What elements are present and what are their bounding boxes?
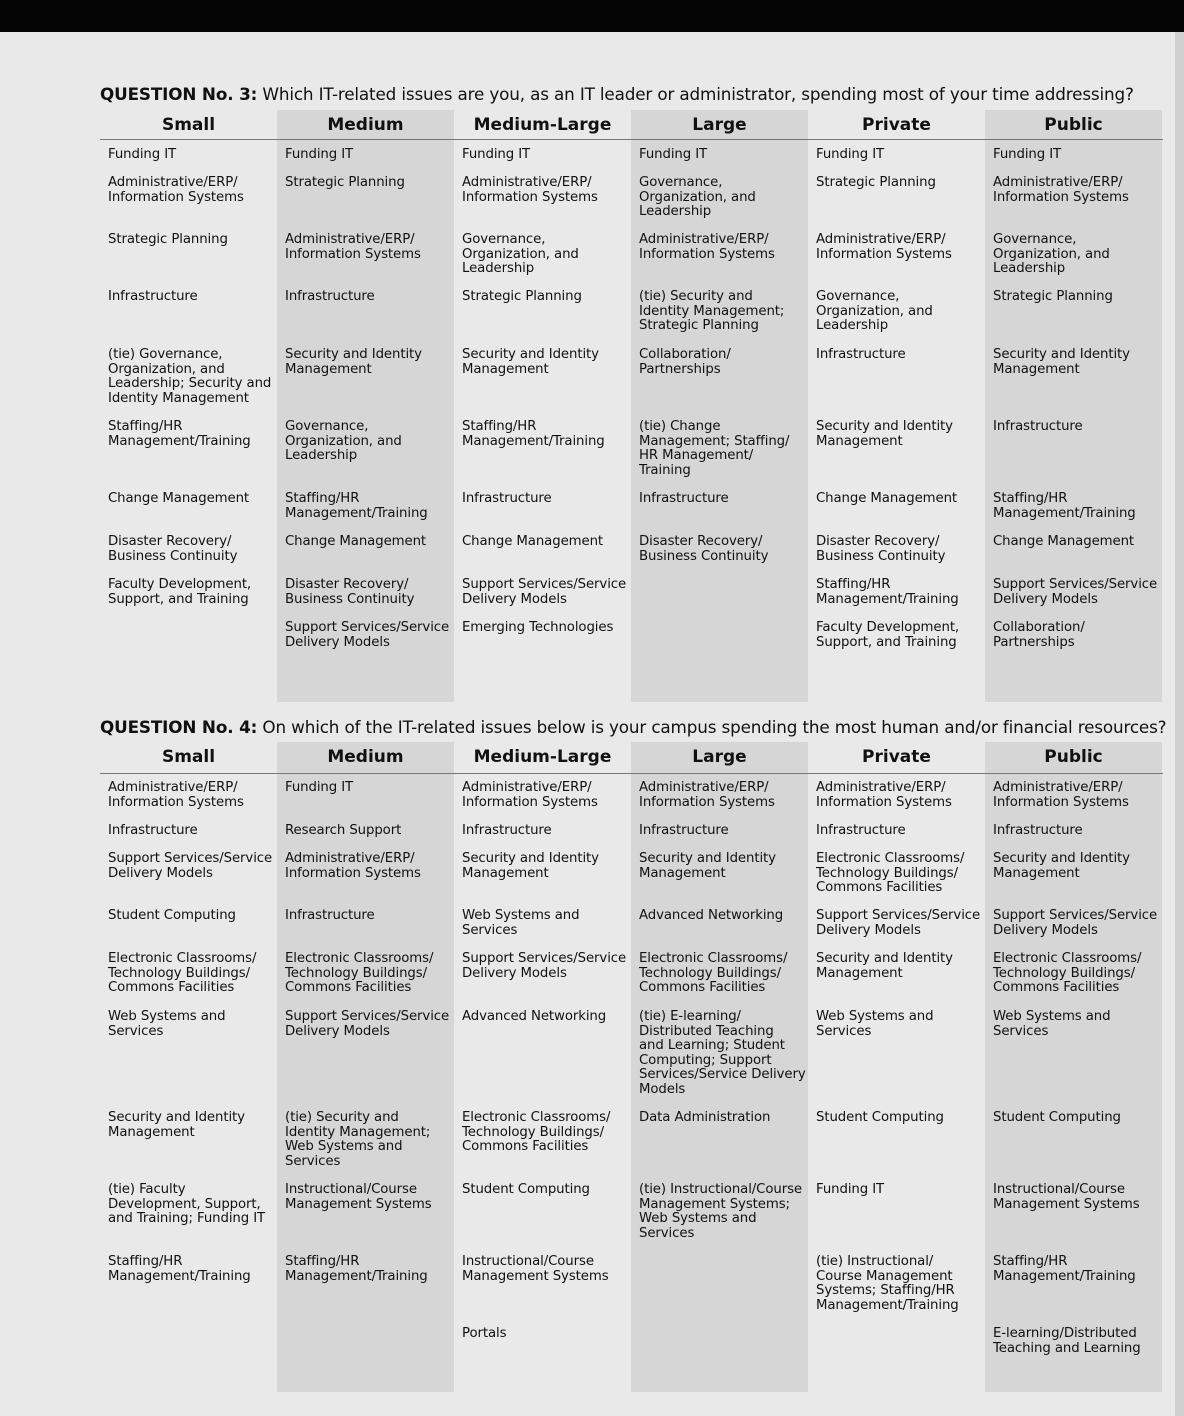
table-cell: Administrative/ERP/ Information Systems <box>816 232 952 262</box>
table-cell: Administrative/ERP/ Information Systems <box>462 175 598 205</box>
table-cell: Faculty Development, Support, and Training <box>816 620 960 650</box>
table-cell: Student Computing <box>108 908 236 923</box>
table-cell: Infrastructure <box>816 823 906 838</box>
table-cell: Advanced Networking <box>639 908 784 923</box>
table-cell: Funding IT <box>993 147 1062 162</box>
column-header: Medium-Large <box>473 115 612 135</box>
column-header: Small <box>161 115 216 135</box>
q3-column-public <box>985 110 1162 702</box>
table-cell: Administrative/ERP/ Information Systems <box>816 780 952 810</box>
table-cell: Instructional/Course Management Systems <box>993 1182 1140 1212</box>
column-header: Large <box>692 115 747 135</box>
table-cell: Strategic Planning <box>816 175 936 190</box>
table-cell: Security and Identity Management <box>816 951 953 981</box>
q3-column-medium-large <box>454 110 631 702</box>
table-cell: Infrastructure <box>993 419 1083 434</box>
right-edge-strip <box>1175 32 1184 1416</box>
table-cell: Infrastructure <box>285 908 375 923</box>
table-cell: Governance, Organization, and Leadership <box>639 175 756 220</box>
header-rule <box>100 139 1163 140</box>
q4-column-small <box>100 742 277 1392</box>
table-cell: Advanced Networking <box>462 1009 607 1024</box>
table-cell: Faculty Development, Support, and Training <box>108 577 252 607</box>
table-cell: Administrative/ERP/ Information Systems <box>462 780 598 810</box>
table-cell: Web Systems and Services <box>993 1009 1111 1039</box>
table-cell: (tie) Security and Identity Management; Strategic Planning <box>639 289 785 334</box>
table-cell: Web Systems and Services <box>108 1009 226 1039</box>
table-cell: Support Services/Service Delivery Models <box>108 851 273 881</box>
table-cell: Funding IT <box>816 1182 885 1197</box>
column-header: Medium <box>327 747 404 767</box>
table-cell: Administrative/ERP/ Information Systems <box>639 232 775 262</box>
table-cell: Staffing/HR Management/Training <box>462 419 605 449</box>
table-cell: Funding IT <box>285 147 354 162</box>
question-4-label: QUESTION No. 4: <box>100 717 258 737</box>
table-cell: Staffing/HR Management/Training <box>285 491 428 521</box>
table-cell: (tie) Instructional/ Course Management Systems; Staffing/HR Management/Training <box>816 1254 959 1313</box>
table-cell: Funding IT <box>816 147 885 162</box>
table-cell: Student Computing <box>462 1182 590 1197</box>
table-cell: Support Services/Service Delivery Models <box>462 577 627 607</box>
table-cell: Infrastructure <box>993 823 1083 838</box>
question-4-section <box>100 715 1167 1395</box>
table-cell: Infrastructure <box>462 491 552 506</box>
q3-column-large <box>631 110 808 702</box>
table-cell: Security and Identity Management <box>993 851 1130 881</box>
table-cell: Student Computing <box>816 1110 944 1125</box>
table-cell: Administrative/ERP/ Information Systems <box>108 175 244 205</box>
table-cell: Strategic Planning <box>462 289 582 304</box>
table-cell: Research Support <box>285 823 402 838</box>
table-cell: Staffing/HR Management/Training <box>993 1254 1136 1284</box>
table-cell: Infrastructure <box>816 347 906 362</box>
column-header: Small <box>161 747 216 767</box>
table-cell: Support Services/Service Delivery Models <box>993 908 1158 938</box>
q3-column-private <box>808 110 985 702</box>
table-cell: Security and Identity Management <box>639 851 776 881</box>
q3-column-small <box>100 110 277 702</box>
table-cell: Strategic Planning <box>285 175 405 190</box>
table-cell: Funding IT <box>462 147 531 162</box>
table-cell: Support Services/Service Delivery Models <box>285 620 450 650</box>
table-cell: Electronic Classrooms/ Technology Buildings/ Commons Facilities <box>993 951 1142 996</box>
table-cell: Disaster Recovery/ Business Continuity <box>108 534 238 564</box>
question-4-text: On which of the IT-related issues below is your campus spending the most human and/or financial resources? <box>257 717 1167 737</box>
table-cell: Infrastructure <box>108 823 198 838</box>
table-cell: Infrastructure <box>285 289 375 304</box>
table-cell: Portals <box>462 1326 507 1341</box>
table-cell: Electronic Classrooms/ Technology Buildings/ Commons Facilities <box>108 951 257 996</box>
table-cell: Instructional/Course Management Systems <box>285 1182 432 1212</box>
table-cell: Disaster Recovery/ Business Continuity <box>285 577 415 607</box>
table-cell: (tie) E-learning/ Distributed Teaching and Learning; Student Computing; Support Services/Service Delivery Models <box>639 1009 806 1097</box>
table-cell: Funding IT <box>639 147 708 162</box>
table-cell: Funding IT <box>108 147 177 162</box>
table-cell: Security and Identity Management <box>462 347 599 377</box>
table-cell: Electronic Classrooms/ Technology Buildings/ Commons Facilities <box>816 851 965 896</box>
table-cell: Security and Identity Management <box>816 419 953 449</box>
table-cell: Support Services/Service Delivery Models <box>462 951 627 981</box>
question-3-section <box>100 82 1163 702</box>
table-cell: Change Management <box>993 534 1135 549</box>
q4-column-private <box>808 742 985 1392</box>
column-header: Public <box>1044 747 1103 767</box>
table-cell: Security and Identity Management <box>285 347 422 377</box>
table-cell: Governance, Organization, and Leadership <box>462 232 579 277</box>
table-cell: Electronic Classrooms/ Technology Buildings/ Commons Facilities <box>639 951 788 996</box>
q4-column-public <box>985 742 1162 1392</box>
question-3-title <box>100 84 1163 104</box>
question-3-label: QUESTION No. 3: <box>100 84 258 104</box>
table-cell: Infrastructure <box>108 289 198 304</box>
table-cell: Infrastructure <box>639 823 729 838</box>
column-header: Private <box>862 747 931 767</box>
column-header: Medium <box>327 115 404 135</box>
q3-column-medium <box>277 110 454 702</box>
table-cell: Governance, Organization, and Leadership <box>285 419 402 464</box>
table-cell: Strategic Planning <box>993 289 1113 304</box>
table-cell: Instructional/Course Management Systems <box>462 1254 609 1284</box>
table-cell: Security and Identity Management <box>462 851 599 881</box>
question-4-title <box>100 717 1167 737</box>
table-cell: Emerging Technologies <box>462 620 614 635</box>
table-cell: Disaster Recovery/ Business Continuity <box>639 534 769 564</box>
table-cell: Change Management <box>462 534 604 549</box>
table-cell: Support Services/Service Delivery Models <box>285 1009 450 1039</box>
question-3-text: Which IT-related issues are you, as an IT leader or administrator, spending most of your time addressing? <box>257 84 1134 104</box>
table-cell: Staffing/HR Management/Training <box>285 1254 428 1284</box>
table-cell: Change Management <box>108 491 250 506</box>
table-cell: Collaboration/ Partnerships <box>993 620 1085 650</box>
table-cell: Administrative/ERP/ Information Systems <box>993 780 1129 810</box>
table-cell: Change Management <box>816 491 958 506</box>
top-black-bar <box>0 0 1184 32</box>
table-cell: Administrative/ERP/ Information Systems <box>285 232 421 262</box>
table-cell: Change Management <box>285 534 427 549</box>
table-cell: Security and Identity Management <box>108 1110 245 1140</box>
column-header: Public <box>1044 115 1103 135</box>
table-cell: Security and Identity Management <box>993 347 1130 377</box>
column-header: Private <box>862 115 931 135</box>
q4-column-medium-large <box>454 742 631 1392</box>
table-cell: Staffing/HR Management/Training <box>108 1254 251 1284</box>
table-cell: (tie) Instructional/Course Management Systems; Web Systems and Services <box>639 1182 803 1241</box>
table-cell: (tie) Governance, Organization, and Leadership; Security and Identity Management <box>108 347 272 406</box>
column-header: Medium-Large <box>473 747 612 767</box>
table-cell: Staffing/HR Management/Training <box>993 491 1136 521</box>
table-cell: (tie) Faculty Development, Support, and Training; Funding IT <box>108 1182 266 1227</box>
column-header: Large <box>692 747 747 767</box>
table-cell: Staffing/HR Management/Training <box>108 419 251 449</box>
table-cell: Governance, Organization, and Leadership <box>993 232 1110 277</box>
table-cell: Web Systems and Services <box>462 908 580 938</box>
table-cell: Governance, Organization, and Leadership <box>816 289 933 334</box>
table-cell: Strategic Planning <box>108 232 228 247</box>
table-cell: Electronic Classrooms/ Technology Buildings/ Commons Facilities <box>462 1110 611 1155</box>
q4-column-large <box>631 742 808 1392</box>
table-cell: Infrastructure <box>462 823 552 838</box>
table-cell: Web Systems and Services <box>816 1009 934 1039</box>
table-cell: Infrastructure <box>639 491 729 506</box>
table-cell: Funding IT <box>285 780 354 795</box>
table-cell: Administrative/ERP/ Information Systems <box>993 175 1129 205</box>
table-cell: (tie) Security and Identity Management; Web Systems and Services <box>285 1110 431 1169</box>
table-cell: Administrative/ERP/ Information Systems <box>285 851 421 881</box>
table-cell: Disaster Recovery/ Business Continuity <box>816 534 946 564</box>
table-cell: Student Computing <box>993 1110 1121 1125</box>
table-cell: Administrative/ERP/ Information Systems <box>108 780 244 810</box>
q4-column-medium <box>277 742 454 1392</box>
table-cell: Data Administration <box>639 1110 771 1125</box>
header-rule <box>100 773 1163 774</box>
table-cell: Administrative/ERP/ Information Systems <box>639 780 775 810</box>
table-cell: Support Services/Service Delivery Models <box>816 908 981 938</box>
table-cell: (tie) Change Management; Staffing/ HR Management/ Training <box>639 419 790 478</box>
table-cell: Staffing/HR Management/Training <box>816 577 959 607</box>
table-cell: Electronic Classrooms/ Technology Buildings/ Commons Facilities <box>285 951 434 996</box>
table-cell: Collaboration/ Partnerships <box>639 347 731 377</box>
table-cell: Support Services/Service Delivery Models <box>993 577 1158 607</box>
table-cell: E-learning/Distributed Teaching and Learning <box>993 1326 1141 1356</box>
